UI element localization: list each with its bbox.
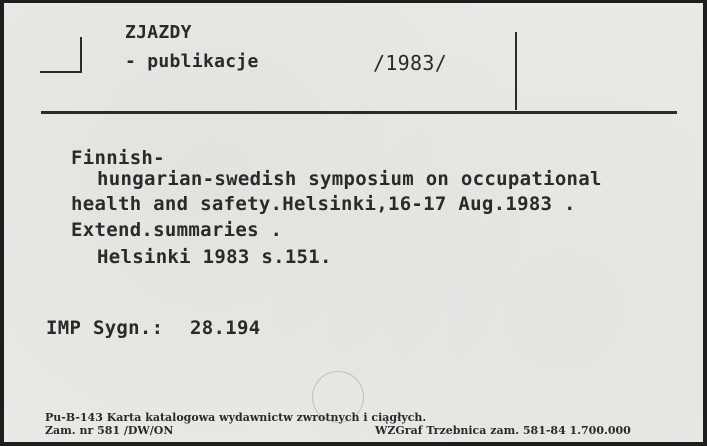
footer-order-number: Zam. nr 581 /DW/ON [45, 424, 174, 437]
heading-year: /1983/ [373, 51, 448, 75]
signature-label: IMP Sygn.: [46, 317, 164, 339]
signature-value: 28.194 [190, 317, 261, 339]
corner-mark-vertical [80, 37, 82, 73]
subject-heading: ZJAZDY [125, 22, 192, 43]
footer-printer-info: WZGraf Trzebnica zam. 581-84 1.700.000 [375, 424, 631, 437]
entry-line-1: Finnish- [71, 147, 165, 169]
entry-line-4: Extend.summaries . [71, 219, 283, 241]
catalog-card [4, 3, 703, 442]
header-horizontal-rule [41, 111, 677, 114]
subject-subheading: - publikacje [125, 51, 259, 72]
header-vertical-rule [515, 32, 517, 110]
footer-form-title: Pu-B-143 Karta katalogowa wydawnictw zwrotnych i ciągłych. [45, 411, 427, 424]
entry-line-3: health and safety.Helsinki,16-17 Aug.1983 . [71, 193, 576, 215]
entry-line-5: Helsinki 1983 s.151. [97, 246, 332, 268]
entry-line-2: hungarian-swedish symposium on occupational [97, 168, 602, 190]
corner-mark-horizontal [40, 71, 82, 73]
